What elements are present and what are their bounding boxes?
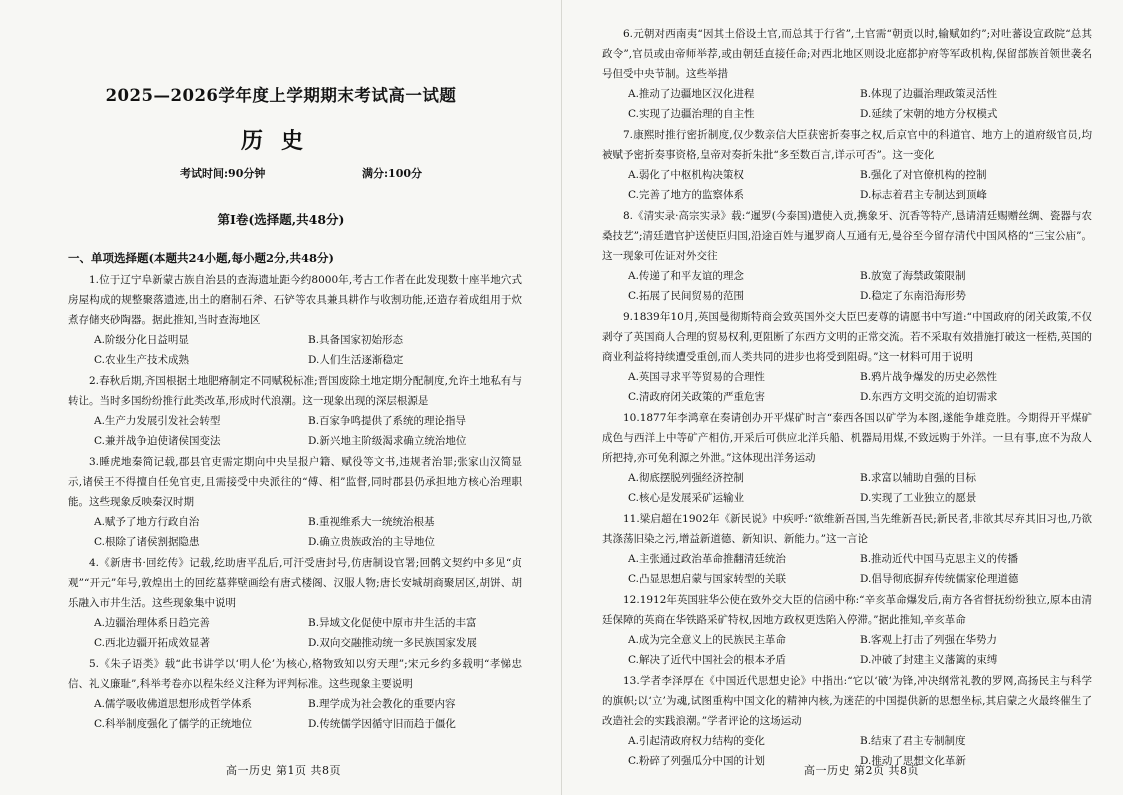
- question-7: [602, 125, 1092, 205]
- left-question-list: [68, 270, 522, 735]
- subject-title: 历史: [240, 128, 321, 154]
- question-stem: 7.康熙时推行密折制度,仅少数亲信大臣获密折奏事之权,后京官中的科道官、地方上的道府级官员,均被赋予密折奏事资格,皇帝对奏折朱批“多至数百言,详示可否”。这一变化: [602, 129, 1092, 161]
- option-c: C.解决了近代中国社会的根本矛盾: [628, 654, 786, 666]
- option-d: D.标志着君主专制达到顶峰: [860, 189, 987, 201]
- question-3: [68, 452, 522, 552]
- option-c: C.实现了边疆治理的自主性: [628, 108, 755, 120]
- exam-time: 考试时间:90分钟: [180, 167, 266, 180]
- question-stem: 6.元朝对西南夷“因其土俗设土官,而总其于行省”,土官需“朝贡以时,输赋如约”;对吐蕃设宣政院“总其政令”,官员或由帝师举荐,或由朝廷直接任命;对西北地区则设北庭都护府等军政机构,保留部族首领世袭名号但受中央节制。这些举措: [602, 28, 1092, 80]
- question-stem: 1.位于辽宁阜新蒙古族自治县的查海遗址距今约8000年,考古工作者在此发现数十座半地穴式房屋构成的规整聚落遗迹,出土的磨制石斧、石铲等农具兼具耕作与收割功能,还造存着成组用于炊煮存储夹砂陶器。据此推知,当时查海地区: [68, 274, 522, 326]
- exam-title: 2025—2026学年度上学期期末考试高一试题: [105, 86, 457, 105]
- option-d: D.延续了宋朝的地方分权模式: [860, 108, 998, 120]
- question-1: [68, 270, 522, 370]
- option-b: B.体现了边疆治理政策灵活性: [860, 88, 998, 100]
- question-4: [68, 553, 522, 653]
- option-b: B.鸦片战争爆发的历史必然性: [860, 371, 998, 383]
- option-c: C.西北边疆开拓成效显著: [94, 637, 210, 649]
- option-b: B.理学成为社会教化的重要内容: [308, 698, 456, 710]
- option-d: D.东西方文明交流的迫切需求: [860, 391, 998, 403]
- question-stem: 9.1839年10月,英国曼彻斯特商会致英国外交大臣巴麦尊的请愿书中写道:“中国政府的闭关政策,不仅剥夺了英国商人合理的贸易权利,更阻断了东西方文明的正常交流。若不采取有效措施打破这一桎梏,英国的商业利益将持续遭受重创,而人类共同的进步也将受到阻碍。”这一材料可用于说明: [602, 311, 1092, 363]
- question-stem: 11.梁启超在1902年《新民说》中疾呼:“欲维新吾国,当先维新吾民;新民者,非欲其尽弃其旧习也,乃欲其涤荡旧染之污,增益新道德、新知识、新能力。”这一言论: [602, 513, 1092, 545]
- option-a: A.英国寻求平等贸易的合理性: [628, 371, 765, 383]
- question-options: [628, 630, 1092, 670]
- question-2: [68, 371, 522, 451]
- option-d: D.冲破了封建主义藩篱的束缚: [860, 654, 998, 666]
- option-a: A.推动了边疆地区汉化进程: [628, 88, 755, 100]
- question-options: [94, 613, 522, 653]
- option-b: B.求富以辅助自强的目标: [860, 472, 977, 484]
- option-c: C.完善了地方的监察体系: [628, 189, 744, 201]
- option-c: C.凸显思想启蒙与国家转型的关联: [628, 573, 786, 585]
- question-stem: 2.春秋后期,齐国根据土地肥瘠制定不同赋税标准;晋国废除土地定期分配制度,允许土地私有与转让。当时多国纷纷推行此类改革,形成时代浪潮。这一现象出现的深层根源是: [68, 375, 522, 407]
- option-d: D.新兴地主阶级渴求确立统治地位: [308, 435, 467, 447]
- right-question-list: [602, 24, 1092, 772]
- option-a: A.传递了和平友谊的理念: [628, 270, 744, 282]
- option-d: D.人们生活逐渐稳定: [308, 354, 404, 366]
- question-options: [628, 84, 1092, 124]
- part-title: 第Ⅰ卷(选择题,共48分): [217, 212, 345, 227]
- option-d: D.实现了工业独立的愿景: [860, 492, 977, 504]
- option-b: B.具备国家初始形态: [308, 334, 404, 346]
- option-a: A.引起清政府权力结构的变化: [628, 735, 765, 747]
- page-right: [562, 0, 1123, 795]
- option-a: A.生产力发展引发社会转型: [94, 415, 221, 427]
- question-stem: 5.《朱子语类》载“此书讲学以‘明人伦’为核心,格物致知以穷天理”;宋元乡约多载明“孝悌忠信、礼义廉耻”,科举考卷亦以程朱经义注释为评判标准。这些现象主要说明: [68, 658, 522, 690]
- option-b: B.异域文化促使中原市井生活的丰富: [308, 617, 477, 629]
- full-score: 满分:100分: [362, 167, 423, 180]
- question-options: [628, 266, 1092, 306]
- question-stem: 13.学者李泽厚在《中国近代思想史论》中指出:“它以‘破’为锋,冲决纲常礼教的罗网,高扬民主与科学的旗帜;以‘立’为魂,试图重构中国文化的精神内核,为迷茫的中国提供新的思想坐标,其启蒙之火最终催生了改造社会的实践浪潮。”学者评论的这场运动: [602, 675, 1092, 727]
- option-c: C.农业生产技术成熟: [94, 354, 189, 366]
- option-c: C.清政府闭关政策的严重危害: [628, 391, 765, 403]
- question-stem: 10.1877年李鸿章在奏请创办开平煤矿时言“泰西各国以矿学为本图,遂能争雄竞胜。今期得开平煤矿成色与西洋上中等矿产相仿,开采后可供应北洋兵船、机器局用煤,不致远购于外洋。一旦有事,庶不为敌人所把持,亦可免利源之外泄。”这体现出洋务运动: [602, 412, 1092, 464]
- option-a: A.边疆治理体系日趋完善: [94, 617, 210, 629]
- option-c: C.科举制度强化了儒学的正统地位: [94, 718, 252, 730]
- option-b: B.客观上打击了列强在华势力: [860, 634, 998, 646]
- question-stem: 3.睡虎地秦简记载,郡县官吏需定期向中央呈报户籍、赋役等文书,违规者治罪;张家山汉简显示,诸侯王不得擅自任免官吏,且需接受中央派往的“傅、相”监督,同时郡县仍承担地方核心治理职能。这些现象反映秦汉时期: [68, 456, 522, 508]
- option-b: B.重视维系大一统统治根基: [308, 516, 435, 528]
- option-d: D.确立贵族政治的主导地位: [308, 536, 435, 548]
- option-a: A.弱化了中枢机构决策权: [628, 169, 744, 181]
- question-options: [628, 549, 1092, 589]
- option-b: B.推动近代中国马克思主义的传播: [860, 553, 1019, 565]
- question-options: [94, 694, 522, 734]
- question-11: [602, 509, 1092, 589]
- option-b: B.结束了君主专制制度: [860, 735, 966, 747]
- option-a: A.成为完全意义上的民族民主革命: [628, 634, 786, 646]
- page-footer-left: 高一历史 第1页 共8页: [226, 764, 341, 777]
- question-stem: 12.1912年英国驻华公使在致外交大臣的信函中称:“辛亥革命爆发后,南方各省督抚纷纷独立,原本由清廷保障的英商在华铁路采矿特权,因地方政权更迭陷入停滞。”据此推知,辛亥革命: [602, 594, 1092, 626]
- option-a: A.阶级分化日益明显: [94, 334, 189, 346]
- question-6: [602, 24, 1092, 124]
- question-8: [602, 206, 1092, 306]
- question-options: [94, 330, 522, 370]
- page-footer-right: 高一历史 第2页 共8页: [804, 764, 919, 777]
- question-stem: 4.《新唐书·回纥传》记载,纥助唐平乱后,可汗受唐封号,仿唐制设官署;回鹘文契约中多见“贞观”“开元”年号,敦煌出土的回纥墓葬壁画绘有唐式楼阁、汉服人物;唐长安城胡商聚居区,胡饼、胡乐融入市井生活。这些现象集中说明: [68, 557, 522, 609]
- option-c: C.兼并战争迫使诸侯国变法: [94, 435, 221, 447]
- question-options: [628, 367, 1092, 407]
- option-c: C.粉碎了列强瓜分中国的计划: [628, 755, 765, 767]
- option-c: C.核心是发展采矿运输业: [628, 492, 744, 504]
- option-c: C.根除了诸侯割据隐患: [94, 536, 200, 548]
- option-b: B.百家争鸣提供了系统的理论指导: [308, 415, 467, 427]
- question-13: [602, 671, 1092, 771]
- question-options: [628, 165, 1092, 205]
- question-10: [602, 408, 1092, 508]
- question-5: [68, 654, 522, 734]
- section-title: 一、单项选择题(本题共24小题,每小题2分,共48分): [68, 251, 334, 265]
- option-d: D.稳定了东南沿海形势: [860, 290, 966, 302]
- option-a: A.主张通过政治革命推翻清廷统治: [628, 553, 786, 565]
- question-stem: 8.《清实录·高宗实录》载:“暹罗(今泰国)遣使入贡,携象牙、沉香等特产,恳请清廷赐赠丝绸、瓷器与农桑技艺”;清廷遣官护送使臣归国,沿途百姓与暹罗商人互通有无,曼谷至今留存清代中国风格的“三宝公庙”。这一现象可佐证对外交往: [602, 210, 1092, 262]
- option-d: D.推动了思想文化革新: [860, 755, 966, 767]
- option-d: D.双向交融推动统一多民族国家发展: [308, 637, 477, 649]
- question-options: [628, 468, 1092, 508]
- option-c: C.拓展了民间贸易的范围: [628, 290, 744, 302]
- question-options: [94, 512, 522, 552]
- option-d: D.倡导彻底摒弃传统儒家伦理道德: [860, 573, 1019, 585]
- option-d: D.传统儒学因循守旧而趋于僵化: [308, 718, 456, 730]
- question-9: [602, 307, 1092, 407]
- option-a: A.赋予了地方行政自治: [94, 516, 200, 528]
- question-12: [602, 590, 1092, 670]
- option-a: A.儒学吸收佛道思想形成哲学体系: [94, 698, 252, 710]
- question-options: [94, 411, 522, 451]
- option-b: B.强化了对官僚机构的控制: [860, 169, 987, 181]
- option-b: B.放宽了海禁政策限制: [860, 270, 966, 282]
- option-a: A.彻底摆脱列强经济控制: [628, 472, 744, 484]
